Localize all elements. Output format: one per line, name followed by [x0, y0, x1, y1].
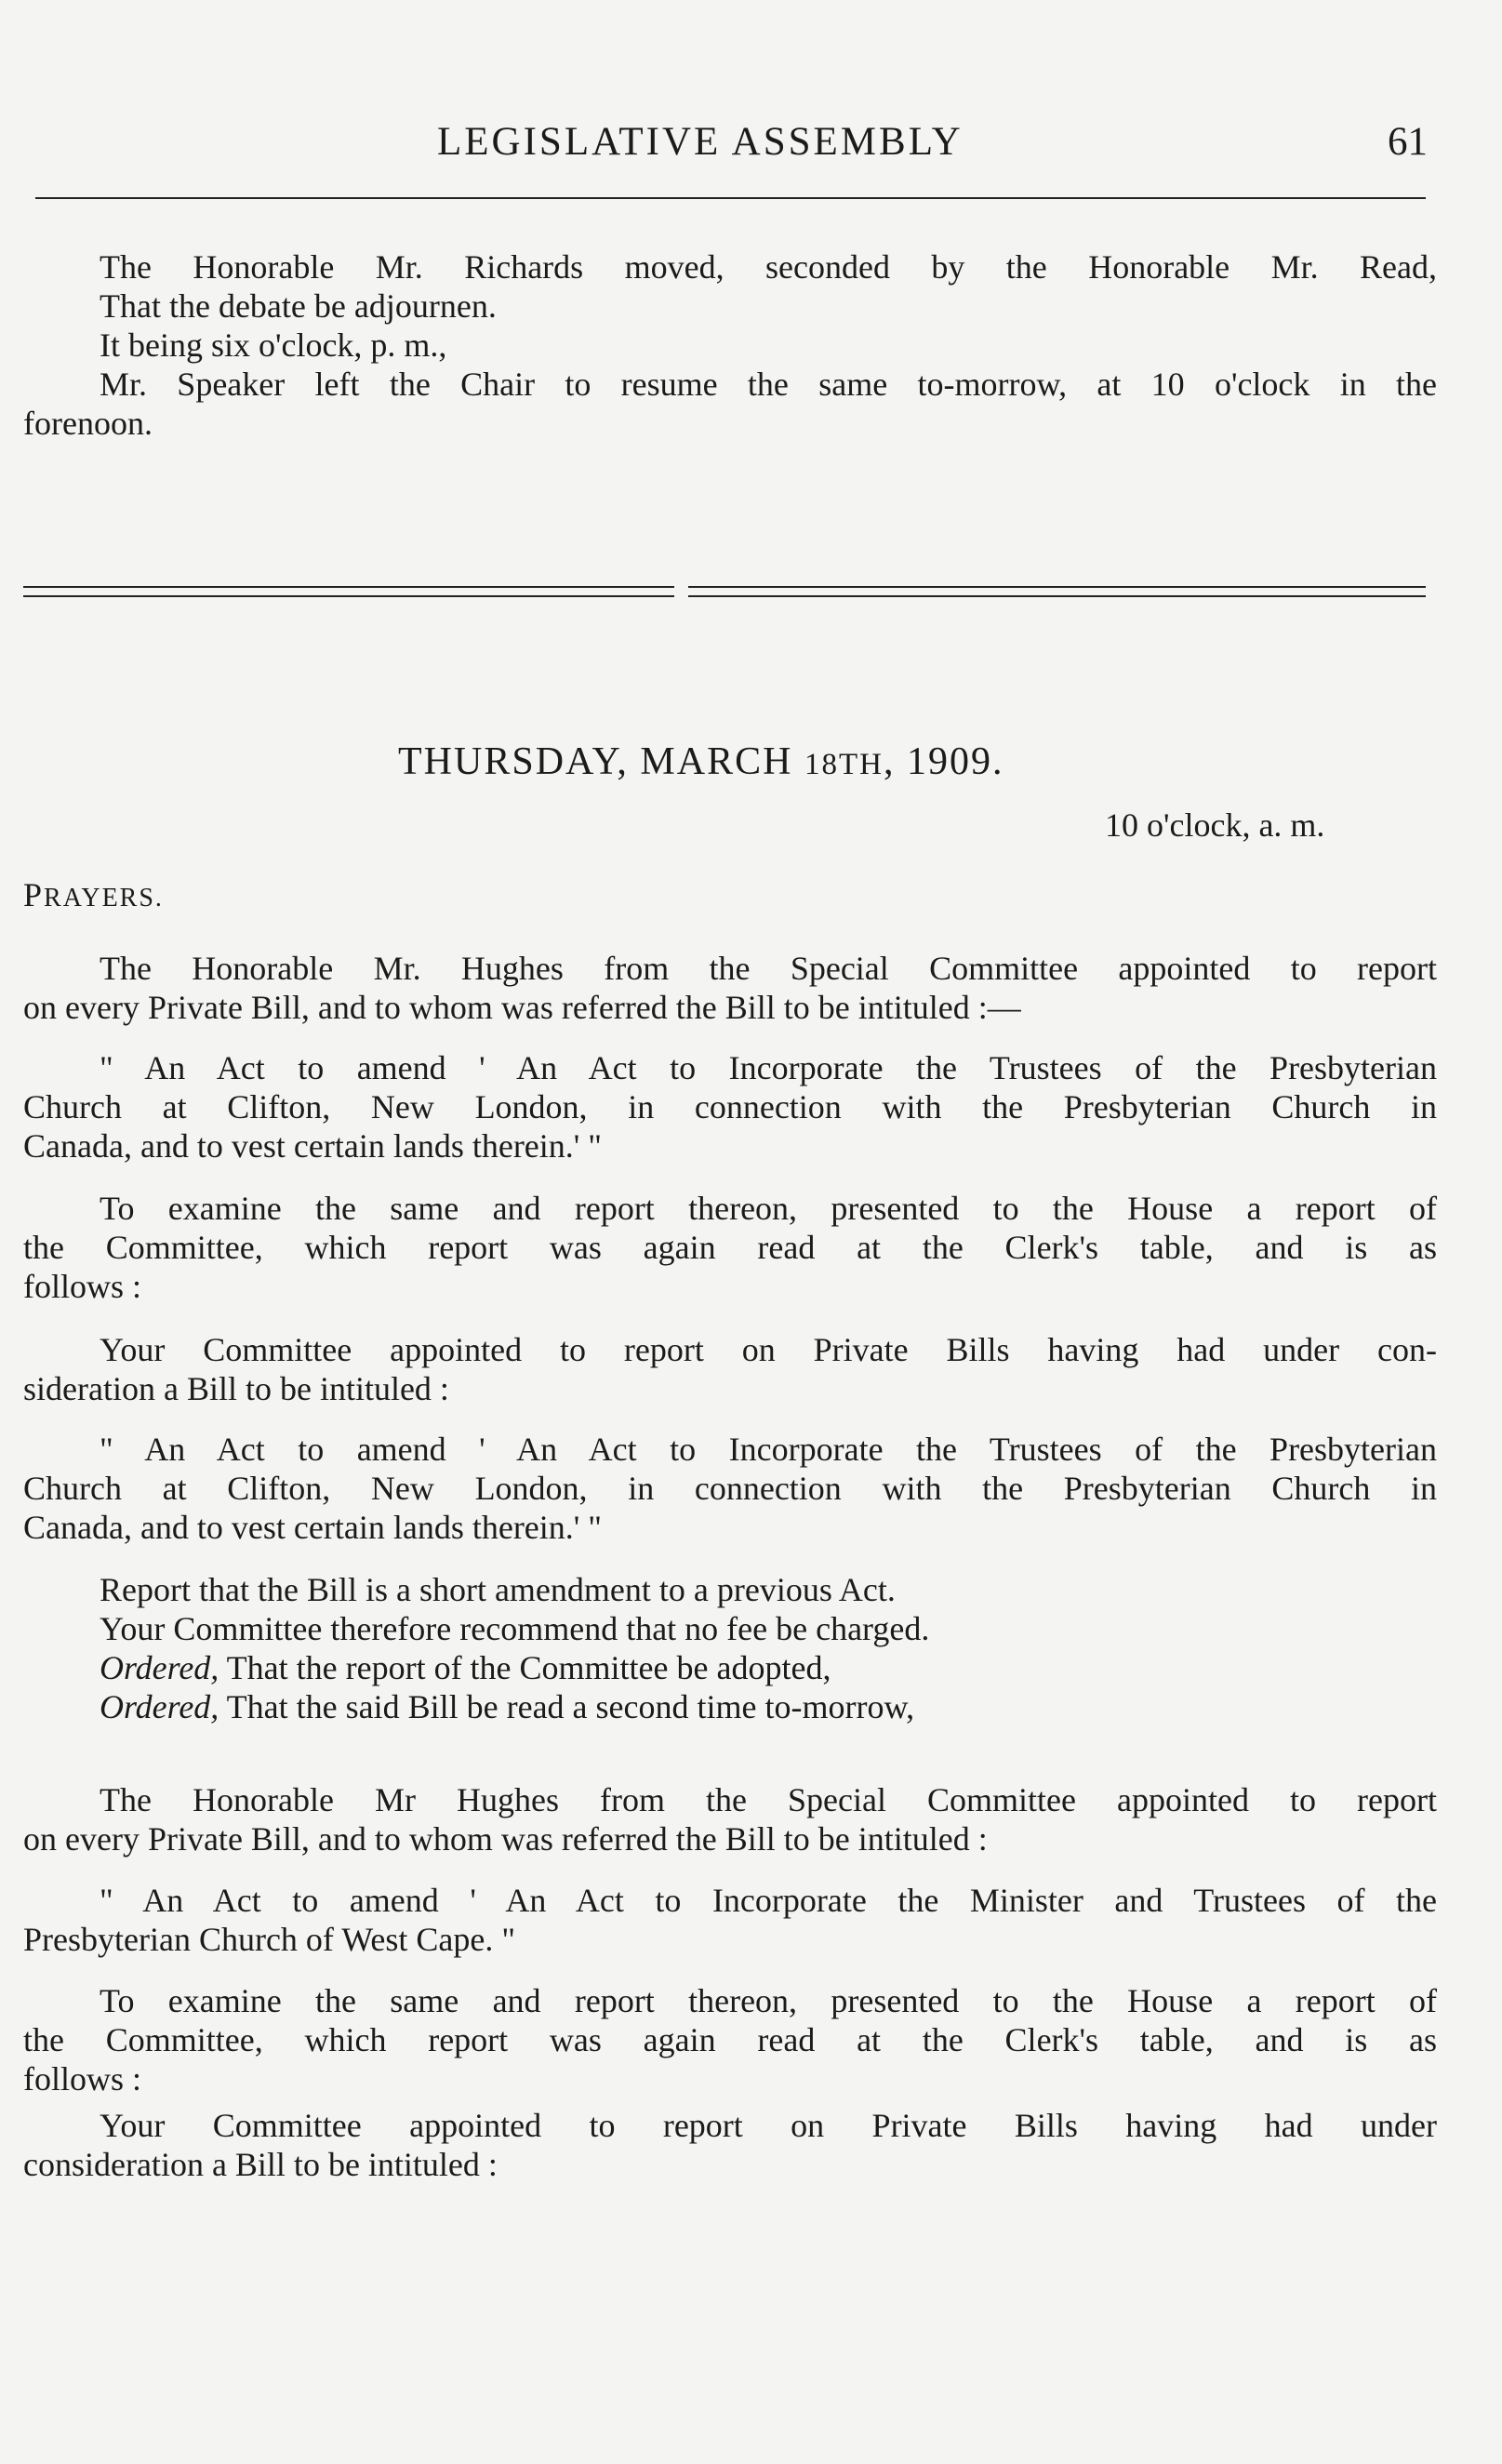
date-year: , 1909. — [883, 740, 1004, 783]
text-line: the Committee, which report was again read at the Clerk's table, and is as — [23, 1229, 1437, 1266]
text-line: " An Act to amend ' An Act to Incorporate the Trustees of the Presbyterian — [100, 1049, 1437, 1086]
text-line: Your Committee appointed to report on Private Bills having had under con- — [100, 1331, 1437, 1368]
text-line: Presbyterian Church of West Cape. " — [23, 1921, 516, 1958]
text-line: It being six o'clock, p. m., — [100, 326, 447, 364]
adjournment-block — [23, 247, 1437, 443]
text-line: consideration a Bill to be intituled : — [23, 2146, 498, 2183]
text-line: To examine the same and report thereon, presented to the House a report of — [100, 1190, 1437, 1227]
prayers-rest: RAYERS. — [44, 884, 164, 912]
text-line: Canada, and to vest certain lands therein.' " — [23, 1127, 602, 1165]
text-line: That the debate be adjournen. — [100, 287, 497, 325]
bill-title-quote — [23, 1048, 1437, 1165]
report-paragraph — [23, 1981, 1437, 2098]
text-line: " An Act to amend ' An Act to Incorporate the Minister and Trustees of the — [100, 1882, 1437, 1919]
section-divider-rule — [688, 595, 1426, 597]
report-paragraph — [23, 1780, 1437, 1858]
text-line: follows : — [23, 2060, 142, 2098]
text-line: Canada, and to vest certain lands therein.' " — [23, 1509, 602, 1546]
report-paragraph — [23, 949, 1437, 1027]
date-day: 18TH — [804, 748, 884, 781]
text-line: forenoon. — [23, 405, 153, 442]
order-text: That the said Bill be read a second time to-morrow, — [219, 1688, 915, 1725]
prayers-initial: P — [23, 876, 45, 913]
orders-block — [23, 1570, 1437, 1726]
order-line — [23, 1648, 1437, 1687]
committee-report — [23, 2106, 1437, 2184]
bill-title-quote — [23, 1881, 1437, 1959]
text-line: The Honorable Mr Hughes from the Special Committee appointed to report — [100, 1781, 1437, 1818]
prayers-heading — [23, 875, 164, 914]
bill-title-quote — [23, 1430, 1437, 1547]
ordered-label: Ordered, — [100, 1688, 219, 1725]
page-number: 61 — [1388, 120, 1428, 164]
text-line: The Honorable Mr. Richards moved, seconded by the Honorable Mr. Read, — [100, 248, 1437, 286]
sitting-time: 10 o'clock, a. m. — [1105, 806, 1325, 844]
text-line: the Committee, which report was again read at the Clerk's table, and is as — [23, 2021, 1437, 2058]
text-line: on every Private Bill, and to whom was referred the Bill to be intituled : — [23, 1820, 988, 1858]
text-line: Church at Clifton, New London, in connection with the Presbyterian Church in — [23, 1088, 1437, 1125]
text-line: sideration a Bill to be intituled : — [23, 1370, 449, 1407]
text-line: To examine the same and report thereon, presented to the House a report of — [100, 1982, 1437, 2019]
text-line: Your Committee therefore recommend that no fee be charged. — [100, 1610, 930, 1647]
header-rule — [35, 197, 1426, 199]
text-line: Report that the Bill is a short amendment to a previous Act. — [100, 1571, 896, 1608]
sitting-date-heading — [398, 739, 1004, 784]
text-line: Church at Clifton, New London, in connection with the Presbyterian Church in — [23, 1470, 1437, 1507]
text-line: Your Committee appointed to report on Private Bills having had under — [100, 2107, 1437, 2144]
order-text: That the report of the Committee be adopted, — [219, 1649, 831, 1686]
text-line: Mr. Speaker left the Chair to resume the same to-morrow, at 10 o'clock in the — [100, 366, 1437, 403]
running-header-title: LEGISLATIVE ASSEMBLY — [437, 120, 964, 164]
section-divider-rule — [23, 586, 674, 588]
text-line: The Honorable Mr. Hughes from the Special Committee appointed to report — [100, 950, 1437, 987]
ordered-label: Ordered, — [100, 1649, 219, 1686]
text-line: " An Act to amend ' An Act to Incorporate the Trustees of the Presbyterian — [100, 1431, 1437, 1468]
committee-report — [23, 1330, 1437, 1408]
date-text: THURSDAY, MARCH — [398, 740, 804, 783]
section-divider-rule — [23, 595, 674, 597]
text-line: on every Private Bill, and to whom was referred the Bill to be intituled :— — [23, 989, 1021, 1026]
text-line: follows : — [23, 1268, 142, 1305]
report-paragraph — [23, 1189, 1437, 1306]
order-line — [23, 1687, 1437, 1726]
section-divider-rule — [688, 586, 1426, 588]
